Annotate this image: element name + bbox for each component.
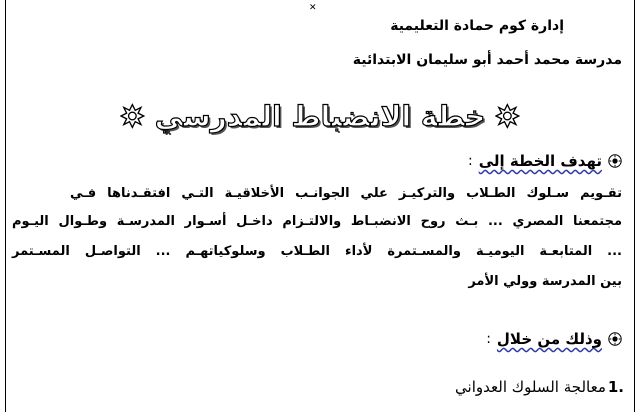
page-mark: ✕	[309, 3, 317, 13]
ornamental-star-icon	[120, 103, 145, 129]
list-item-number: 1.	[607, 378, 624, 396]
list-item	[455, 378, 624, 396]
goal-heading	[468, 152, 622, 170]
sun-bullet-icon	[608, 154, 622, 168]
administration-name: إدارة كوم حمادة التعليمية	[390, 18, 564, 34]
goal-heading-label: تهدف الخطة إلى	[478, 152, 602, 170]
goal-line: تقـويم سـلوك الطـلاب والتركيـز علي الجوانـب الأخلاقيـة التـي افتقـدناها فـي	[70, 186, 622, 201]
sun-bullet-icon	[608, 332, 622, 346]
page-border-left	[5, 0, 6, 412]
title-text: خطة الانضباط المدرسي	[154, 99, 486, 133]
goal-heading-colon: :	[467, 153, 473, 169]
through-heading-label: وذلك من خلال	[496, 330, 602, 348]
goal-line: بين المدرسة وولي الأمر	[468, 274, 622, 289]
school-name: مدرسة محمد أحمد أبو سليمان الابتدائية	[352, 52, 622, 68]
plan-title	[120, 94, 520, 138]
through-heading-colon: :	[486, 331, 491, 347]
ornamental-star-icon	[495, 103, 520, 129]
list-item-text: معالجة السلوك العدواني	[455, 378, 606, 396]
through-heading	[486, 330, 622, 348]
page-border-right	[634, 0, 635, 412]
goal-line: ... المتابعـة اليوميـة والمسـتمرة لأداء الطـلاب وسلوكياتهـم ... التواصـل المسـتمر	[12, 244, 622, 259]
goal-line: مجتمعنا المصري ... بـث روح الانضبـاط والالتـزام داخـل أسـوار المدرسـة وطـوال اليـوم	[12, 214, 622, 229]
